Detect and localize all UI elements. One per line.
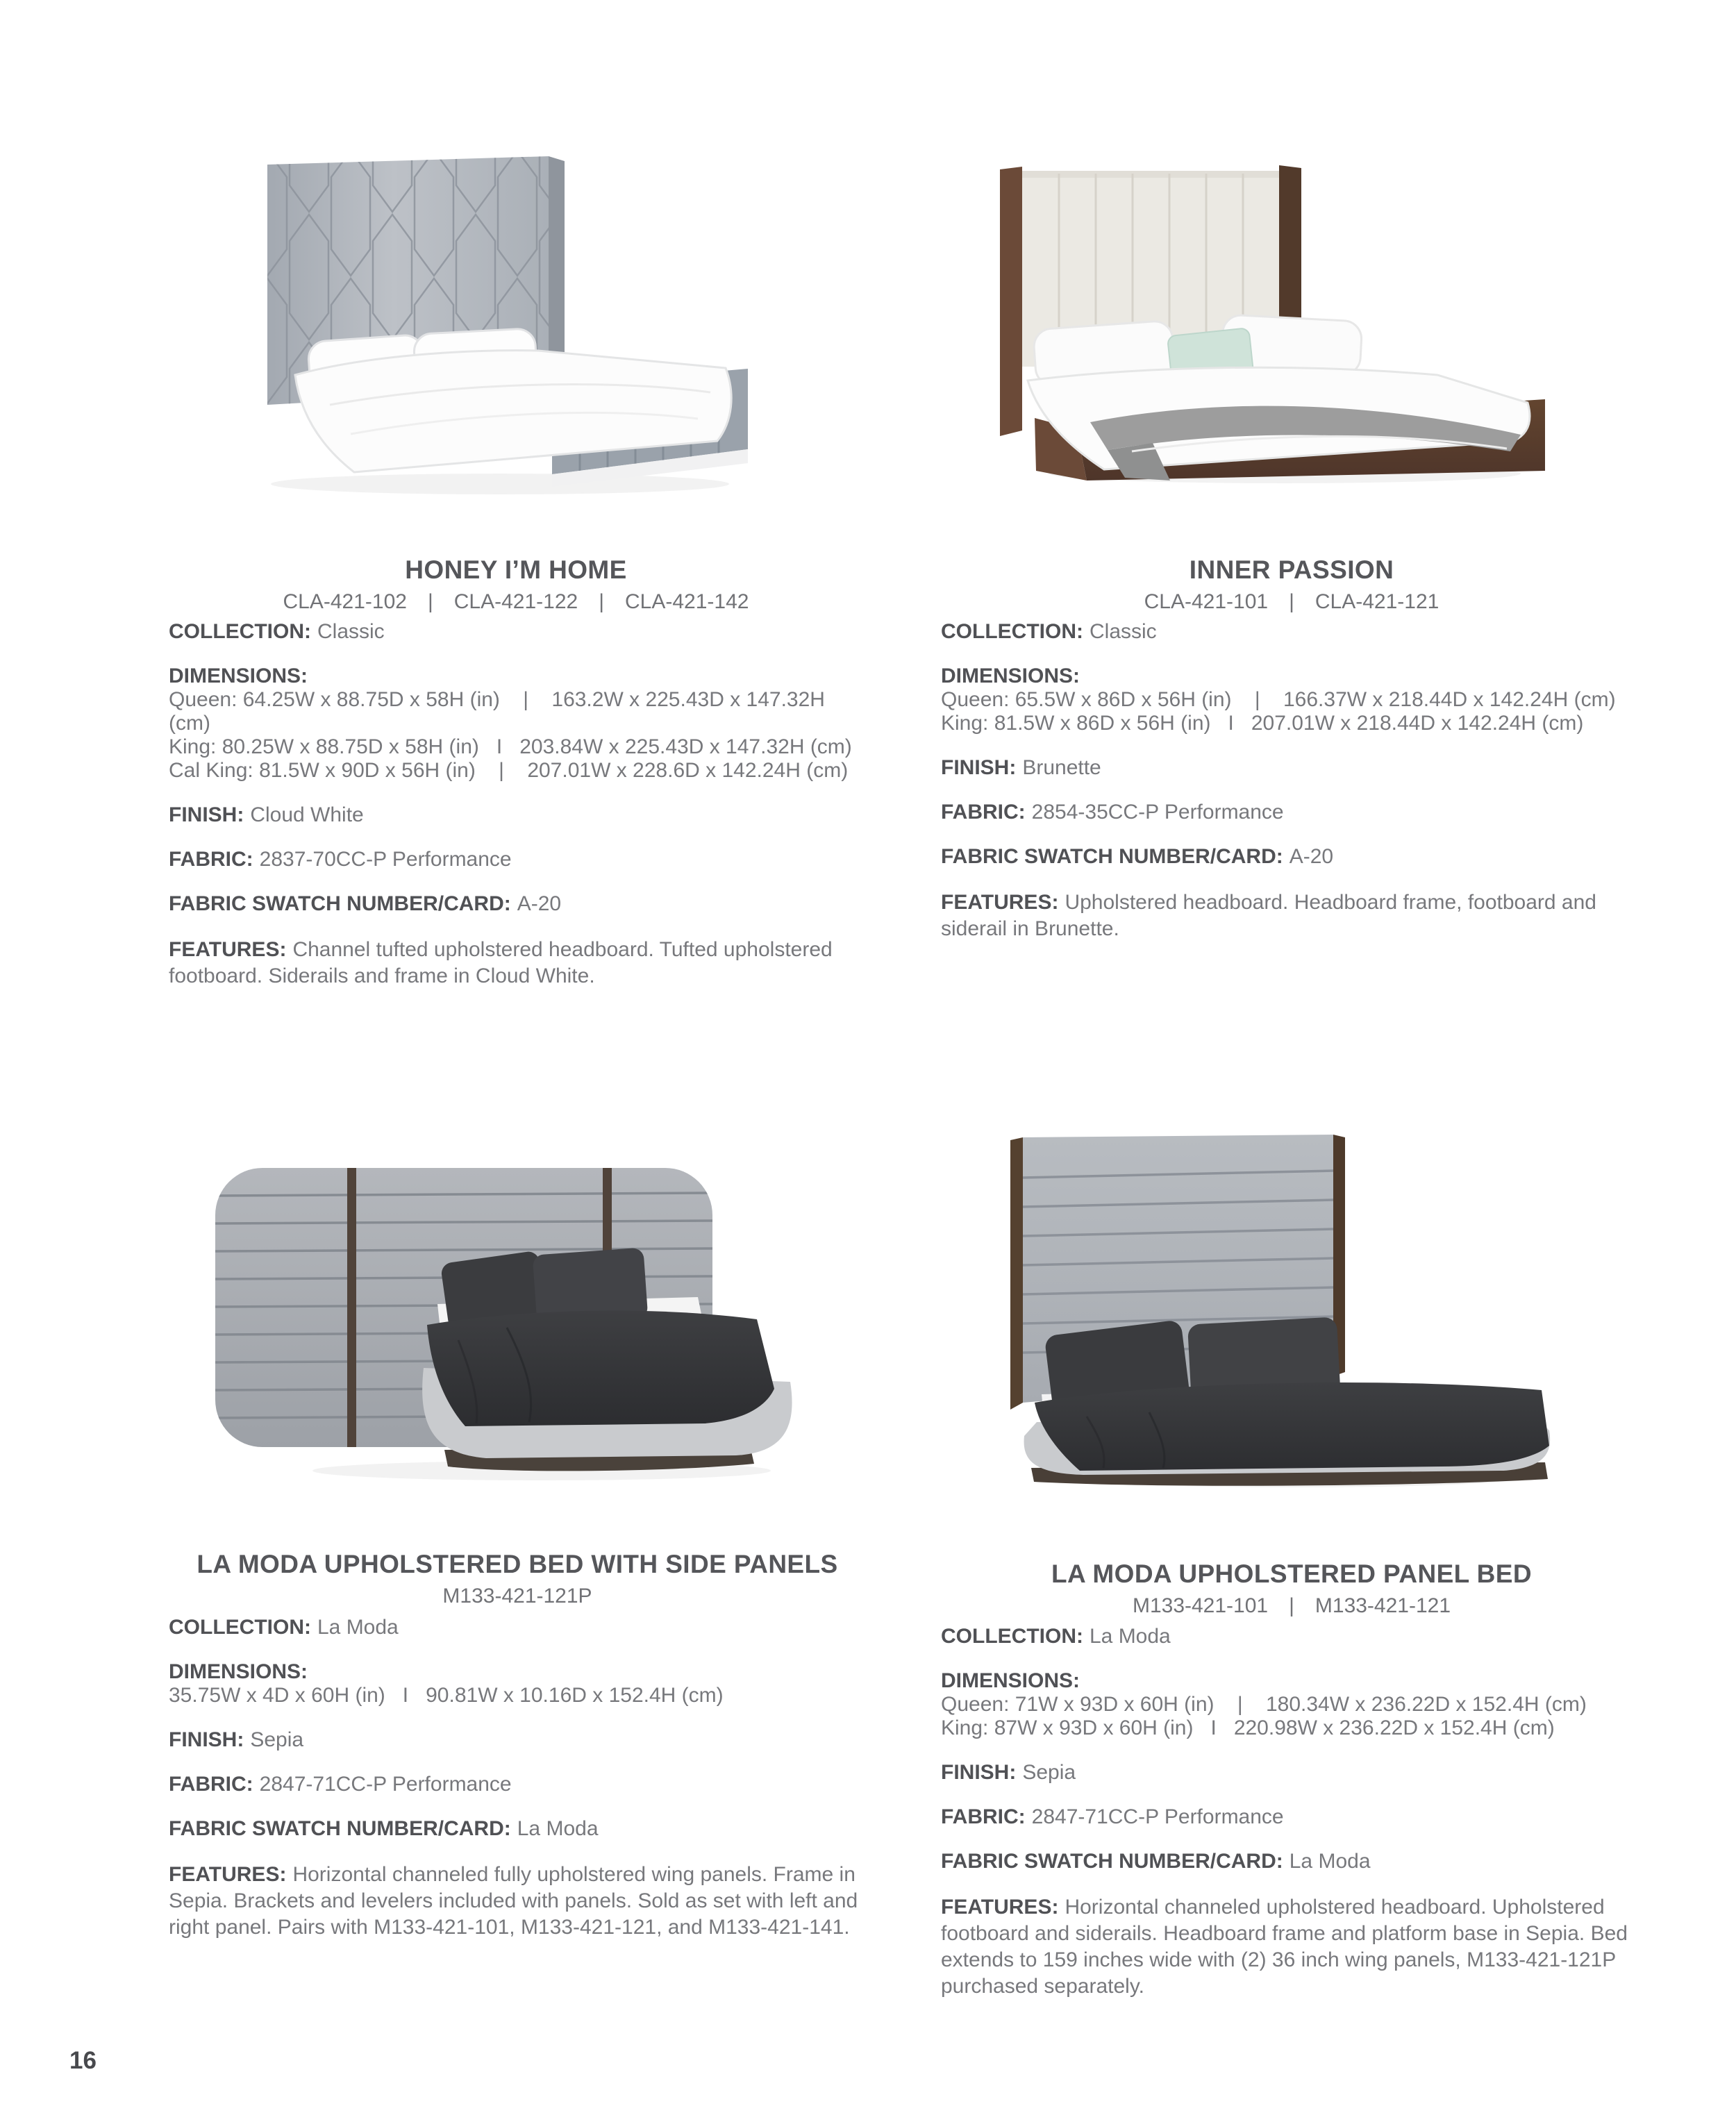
spec-label: COLLECTION: [941, 620, 1083, 643]
spec-swatch [169, 1817, 877, 1841]
spec-label: FINISH: [169, 803, 244, 826]
spec-value: La Moda [517, 1817, 599, 1840]
spec-label: DIMENSIONS: [941, 665, 1080, 687]
dimension-line: Queen: 71W x 93D x 60H (in) | 180.34W x 236.22D x 152.4H (cm) [941, 1693, 1587, 1716]
dimension-line: Queen: 65.5W x 86D x 56H (in) | 166.37W x 218.44D x 142.24H (cm) [941, 688, 1616, 711]
spec-swatch [941, 845, 1635, 869]
sku-separator: | [427, 590, 433, 613]
spec-dimensions [941, 665, 1635, 735]
product-image-la-moda-side-panels [208, 1160, 826, 1486]
spec-label: FEATURES: [169, 1863, 287, 1886]
spec-fabric [941, 1805, 1635, 1829]
spec-value: 2847-71CC-P Performance [1031, 1805, 1284, 1828]
spec-collection [941, 1625, 1635, 1648]
product-header-la-moda-side-panels [160, 1550, 875, 1609]
spec-label: FABRIC SWATCH NUMBER/CARD: [941, 845, 1283, 868]
product-skus [169, 590, 863, 615]
bed-render-la-moda-panel-bed [1003, 1125, 1573, 1489]
bed-render-inner-passion [993, 160, 1555, 486]
spec-value: Classic [1089, 620, 1157, 643]
product-skus [941, 1594, 1642, 1619]
spec-label: DIMENSIONS: [169, 665, 308, 687]
product-image-inner-passion [993, 160, 1555, 486]
product-specs-honey-im-home [169, 620, 867, 1010]
spec-collection [169, 1616, 877, 1639]
sku: CLA-421-102 [283, 590, 407, 613]
spec-finish [169, 1728, 877, 1752]
dimension-line: King: 80.25W x 88.75D x 58H (in) I 203.84W x 225.43D x 147.32H (cm) [169, 735, 852, 758]
spec-label: DIMENSIONS: [941, 1669, 1080, 1692]
spec-value: Brunette [1022, 756, 1101, 779]
sku: M133-421-101 [1132, 1594, 1269, 1617]
spec-swatch [941, 1850, 1635, 1873]
spec-fabric [169, 1773, 877, 1796]
product-title: LA MODA UPHOLSTERED BED WITH SIDE PANELS [197, 1550, 838, 1578]
product-specs-inner-passion [941, 620, 1635, 963]
spec-value: La Moda [317, 1616, 399, 1639]
product-title: HONEY I’M HOME [405, 555, 627, 584]
spec-label: FABRIC SWATCH NUMBER/CARD: [169, 1817, 511, 1840]
spec-value: Cloud White [250, 803, 364, 826]
product-skus [160, 1584, 875, 1609]
bed-render-la-moda-side-panels [208, 1160, 826, 1486]
spec-label: FABRIC: [941, 1805, 1026, 1828]
spec-value: 2847-71CC-P Performance [259, 1773, 512, 1796]
product-image-la-moda-panel-bed [1003, 1125, 1573, 1489]
dimension-line: Queen: 64.25W x 88.75D x 58H (in) | 163.2W x 225.43D x 147.32H (cm) [169, 688, 831, 735]
spec-value: Channel tufted upholstered headboard. Tufted upholstered footboard. Siderails and frame in Cloud White. [169, 938, 833, 987]
dimension-line: 35.75W x 4D x 60H (in) I 90.81W x 10.16D x 152.4H (cm) [169, 1684, 724, 1707]
spec-features [169, 1862, 877, 1941]
sku: CLA-421-142 [625, 590, 749, 613]
spec-features [941, 889, 1635, 942]
spec-label: COLLECTION: [169, 620, 311, 643]
spec-collection [169, 620, 867, 644]
spec-value: La Moda [1089, 1625, 1171, 1648]
spec-value: A-20 [517, 892, 562, 915]
spec-collection [941, 620, 1635, 644]
spec-value: 2837-70CC-P Performance [259, 848, 512, 871]
spec-value: Sepia [1022, 1761, 1076, 1784]
sku: CLA-421-121 [1314, 590, 1439, 613]
spec-value: Sepia [250, 1728, 304, 1751]
dimension-line: Cal King: 81.5W x 90D x 56H (in) | 207.01W x 228.6D x 142.24H (cm) [169, 759, 849, 782]
sku: CLA-421-101 [1144, 590, 1269, 613]
spec-dimensions [169, 665, 867, 783]
spec-features [169, 937, 867, 989]
spec-finish [941, 756, 1635, 780]
spec-dimensions [941, 1669, 1635, 1740]
spec-label: COLLECTION: [169, 1616, 311, 1639]
spec-label: FABRIC: [169, 1773, 253, 1796]
product-skus [941, 590, 1642, 615]
spec-fabric [169, 848, 867, 871]
dimension-line: King: 87W x 93D x 60H (in) I 220.98W x 236.22D x 152.4H (cm) [941, 1716, 1555, 1739]
dimension-line: King: 81.5W x 86D x 56H (in) I 207.01W x 218.44D x 142.24H (cm) [941, 712, 1584, 735]
spec-value: Upholstered headboard. Headboard frame, footboard and siderail in Brunette. [941, 891, 1596, 940]
spec-label: FINISH: [941, 756, 1017, 779]
spec-value: Horizontal channeled fully upholstered wing panels. Frame in Sepia. Brackets and levelers included with panels. Sold as set with left and right panel. Pairs with M133-421-101, M133-421-121, and M133-421-141. [169, 1863, 858, 1939]
spec-label: FEATURES: [169, 938, 287, 961]
product-image-honey-im-home [247, 149, 753, 500]
sku-separator: | [1289, 590, 1294, 613]
spec-dimensions [169, 1660, 877, 1707]
page-number: 16 [69, 2047, 97, 2074]
spec-value: La Moda [1289, 1850, 1371, 1873]
sku: CLA-421-122 [453, 590, 578, 613]
sku: M133-421-121 [1314, 1594, 1451, 1617]
spec-label: FEATURES: [941, 891, 1059, 914]
sku-separator: | [599, 590, 605, 613]
sku: M133-421-121P [442, 1585, 592, 1607]
spec-value: A-20 [1289, 845, 1334, 868]
spec-finish [941, 1761, 1635, 1785]
spec-label: FABRIC: [941, 801, 1026, 824]
bed-render-honey-im-home [247, 149, 753, 500]
spec-value: Horizontal channeled upholstered headboard. Upholstered footboard and siderails. Headboard frame and platform base in Sepia. Bed extends to 159 inches wide with (2) 36 inch wing panels, M133-421-121P purchased separately. [941, 1896, 1628, 1998]
product-specs-la-moda-side-panels [169, 1616, 877, 1962]
spec-label: FINISH: [169, 1728, 244, 1751]
spec-label: FEATURES: [941, 1896, 1059, 1919]
product-title: INNER PASSION [1189, 555, 1394, 584]
spec-label: FABRIC SWATCH NUMBER/CARD: [941, 1850, 1283, 1873]
product-title: LA MODA UPHOLSTERED PANEL BED [1051, 1560, 1533, 1588]
spec-finish [169, 803, 867, 827]
spec-label: FABRIC: [169, 848, 253, 871]
spec-value: Classic [317, 620, 385, 643]
spec-label: COLLECTION: [941, 1625, 1083, 1648]
spec-label: FINISH: [941, 1761, 1017, 1784]
spec-fabric [941, 801, 1635, 824]
spec-label: FABRIC SWATCH NUMBER/CARD: [169, 892, 511, 915]
spec-features [941, 1894, 1635, 2000]
sku-separator: | [1289, 1594, 1294, 1617]
spec-swatch [169, 892, 867, 916]
product-header-la-moda-panel-bed [941, 1560, 1642, 1619]
spec-label: DIMENSIONS: [169, 1660, 308, 1683]
spec-value: 2854-35CC-P Performance [1031, 801, 1284, 824]
product-specs-la-moda-panel-bed [941, 1625, 1635, 2021]
product-header-inner-passion [941, 555, 1642, 615]
product-header-honey-im-home [169, 555, 863, 615]
